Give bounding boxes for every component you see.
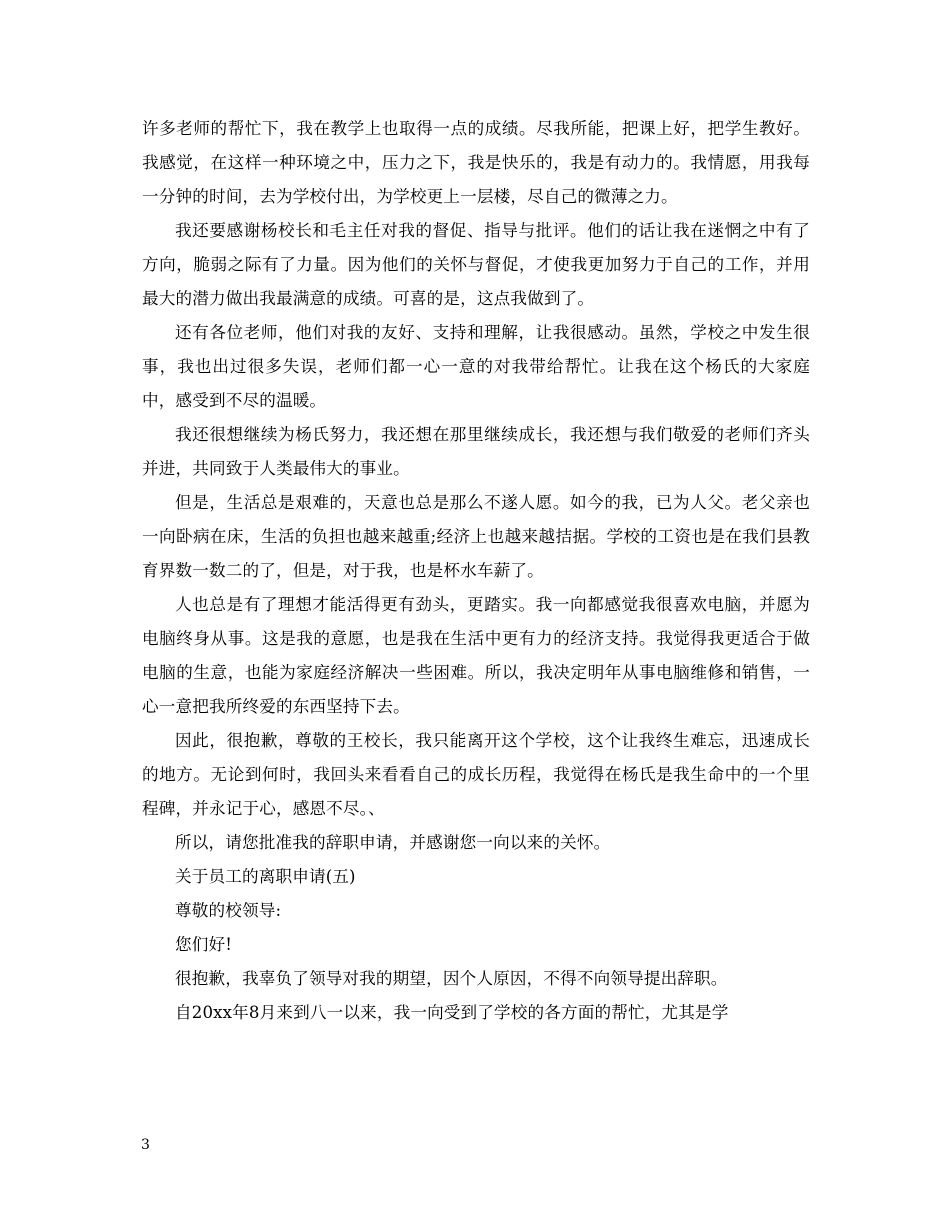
paragraph-12: 很抱歉，我辜负了领导对我的期望，因个人原因，不得不向领导提出辞职。 (175, 969, 728, 988)
page-number: 3 (141, 1137, 150, 1153)
section-heading: 关于员工的离职申请(五) (175, 867, 356, 886)
salutation: 尊敬的校领导: (175, 901, 282, 920)
greeting: 您们好! (175, 935, 233, 954)
paragraph-7: 因此，很抱歉，尊敬的王校长，我只能离开这个学校，这个让我终生难忘，迅速成长的地方。无论到何时，我回头来看看自己的成长历程，我觉得在杨氏是我生命中的一个里程碑，并永记于心，感恩不尽。、 (142, 731, 810, 818)
document-body (142, 112, 810, 1030)
paragraph-4: 我还很想继续为杨氏努力，我还想在那里继续成长，我还想与我们敬爱的老师们齐头并进，共同致于人类最伟大的事业。 (142, 425, 810, 478)
paragraph-2: 我还要感谢杨校长和毛主任对我的督促、指导与批评。他们的话让我在迷惘之中有了方向，脆弱之际有了力量。因为他们的关怀与督促，才使我更加努力于自己的工作，并用最大的潜力做出我最满意的成绩。可喜的是，这点我做到了。 (142, 221, 810, 308)
paragraph-8: 所以，请您批准我的辞职申请，并感谢您一向以来的关怀。 (175, 833, 611, 852)
paragraph-5: 但是，生活总是艰难的，天意也总是那么不遂人愿。如今的我，已为人父。老父亲也一向卧病在床，生活的负担也越来越重;经济上也越来越拮据。学校的工资也是在我们县教育界数一数二的了，但是，对于我，也是杯水车薪了。 (142, 493, 810, 580)
paragraph-3: 还有各位老师，他们对我的友好、支持和理解，让我很感动。虽然，学校之中发生很事，我也出过很多失误，老师们都一心一意的对我带给帮忙。让我在这个杨氏的大家庭中，感受到不尽的温暖。 (142, 323, 810, 410)
paragraph-13: 自20xx年8月来到八一以来，我一向受到了学校的各方面的帮忙，尤其是学 (175, 1003, 729, 1022)
paragraph-6: 人也总是有了理想才能活得更有劲头，更踏实。我一向都感觉我很喜欢电脑，并愿为电脑终身从事。这是我的意愿，也是我在生活中更有力的经济支持。我觉得我更适合于做电脑的生意，也能为家庭经济解决一些困难。所以，我决定明年从事电脑维修和销售，一心一意把我所终爱的东西坚持下去。 (142, 595, 810, 716)
paragraph-1: 许多老师的帮忙下，我在教学上也取得一点的成绩。尽我所能，把课上好，把学生教好。我感觉，在这样一种环境之中，压力之下，我是快乐的，我是有动力的。我情愿，用我每一分钟的时间，去为学校付出，为学校更上一层楼，尽自己的微薄之力。 (142, 119, 810, 206)
